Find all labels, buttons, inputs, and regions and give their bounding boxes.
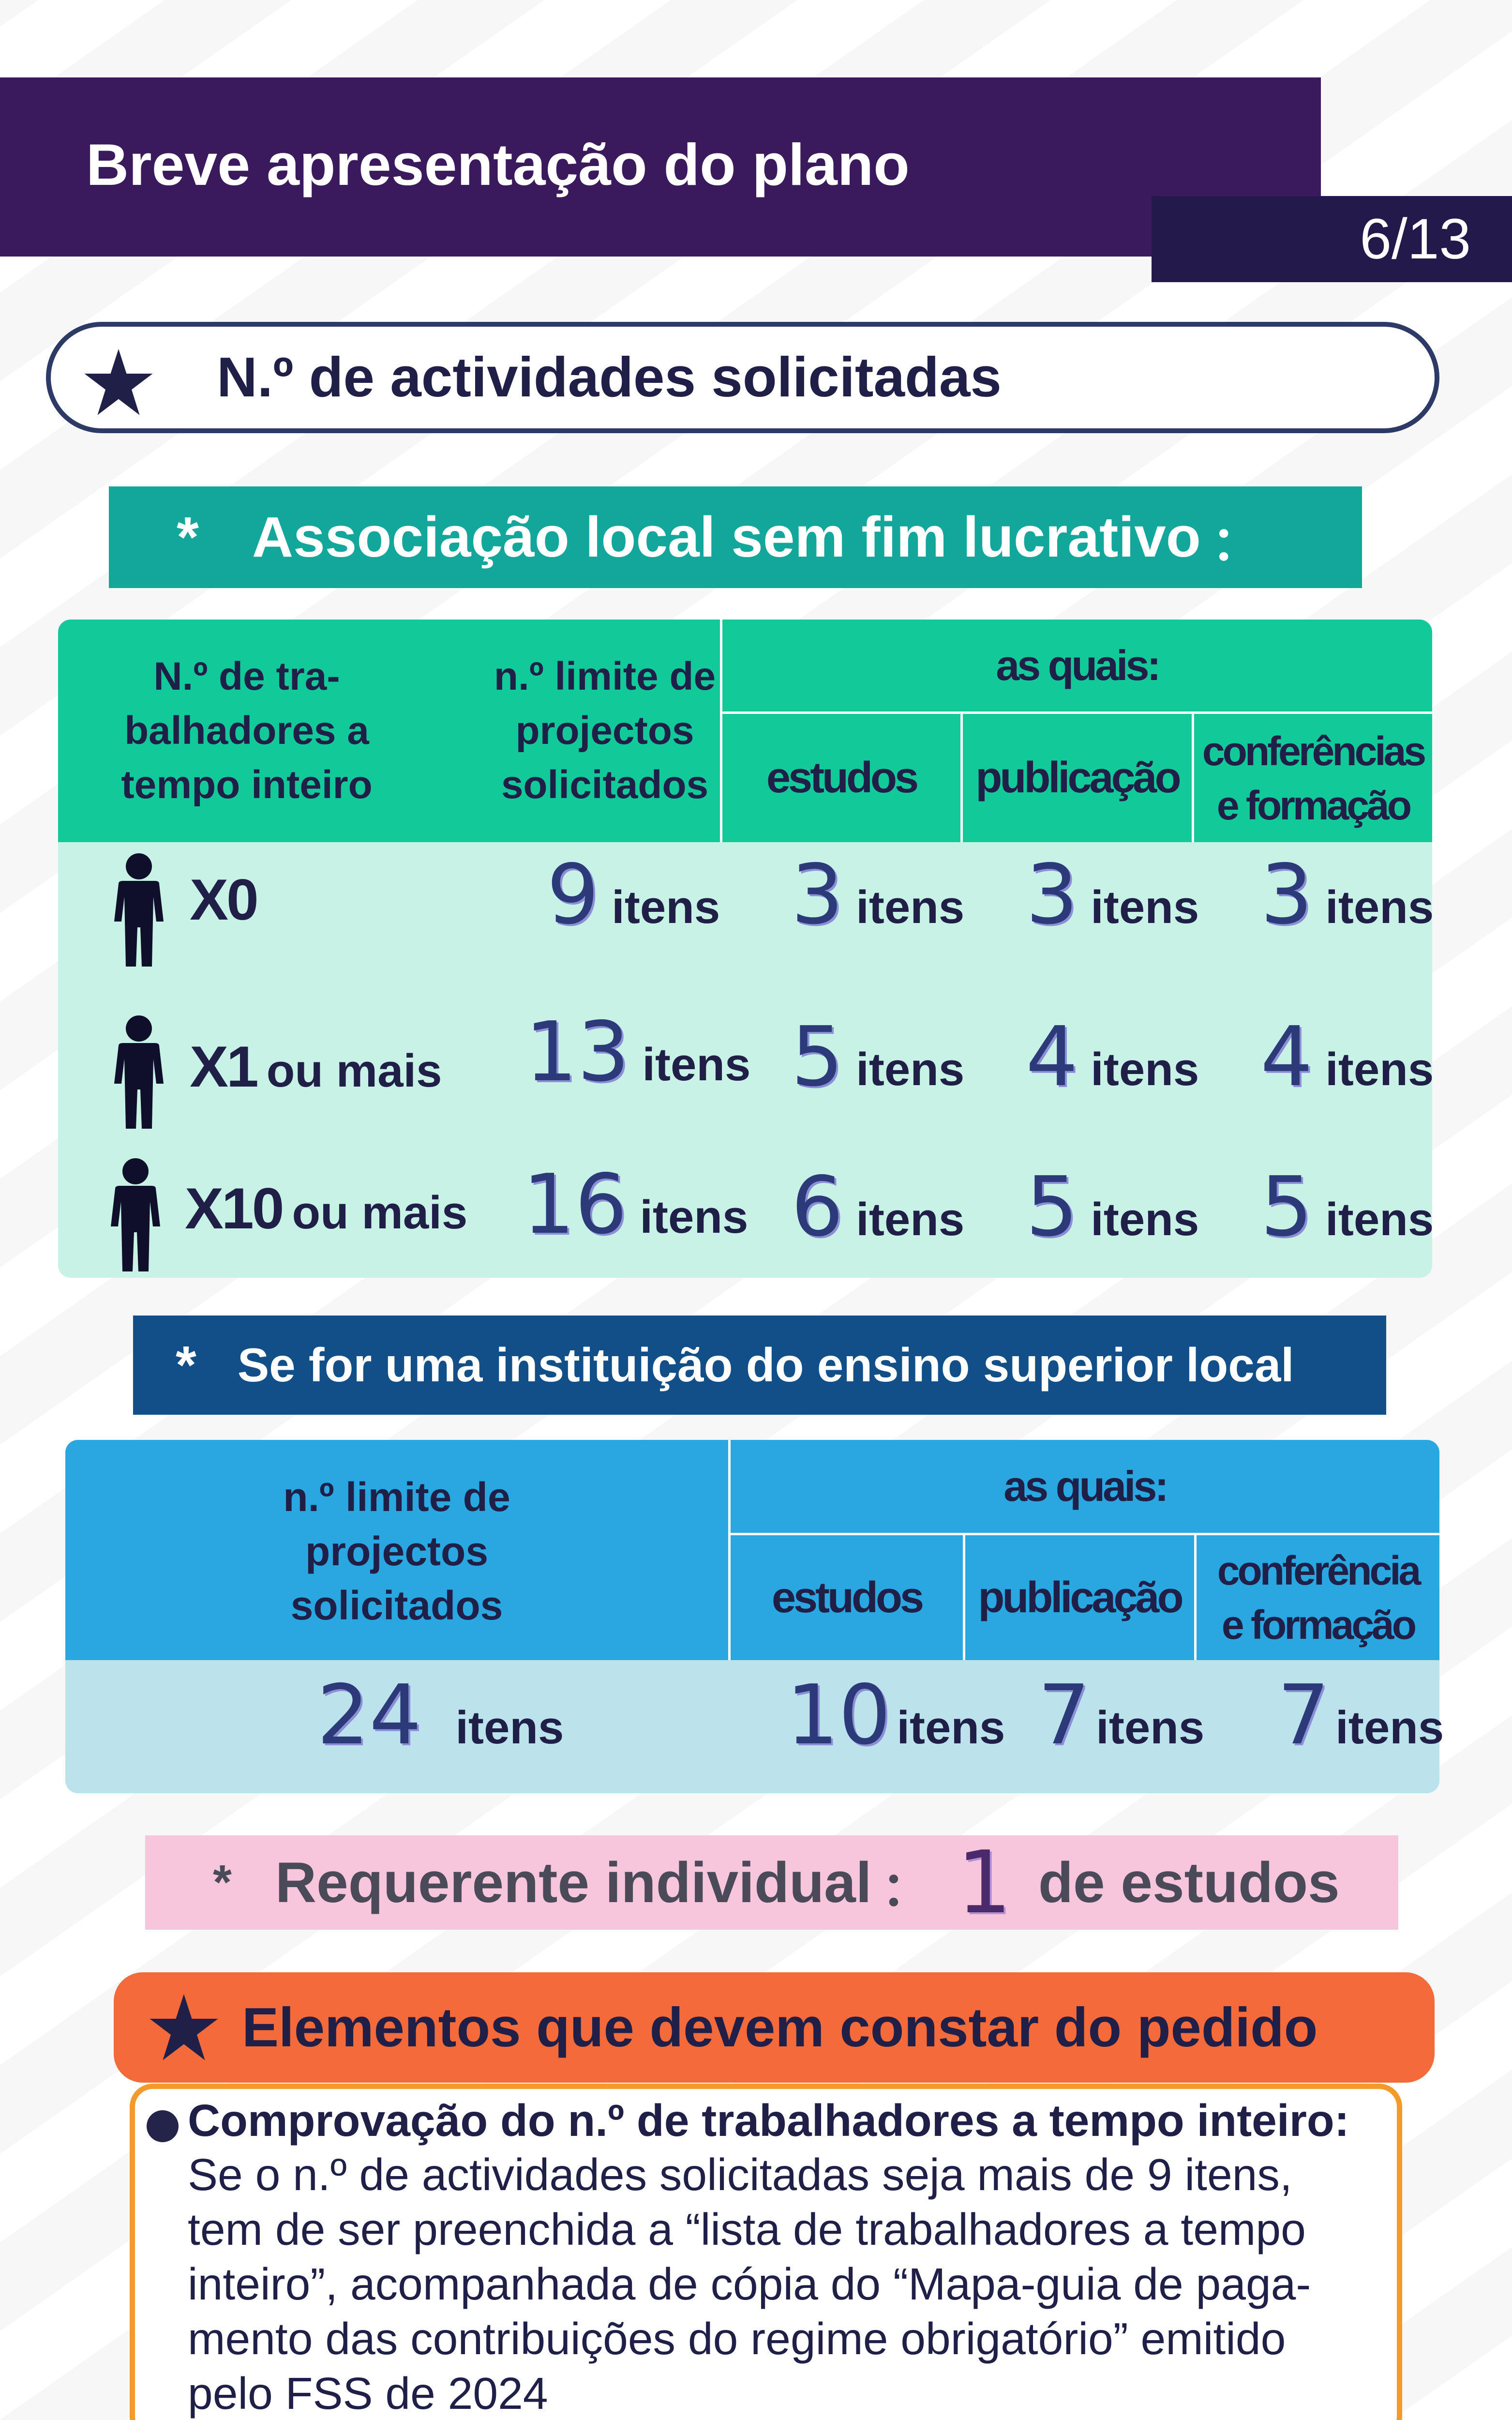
estudos-cell: 3 itens (791, 847, 965, 943)
higher-education-table-header (65, 1440, 1439, 1660)
individual-suffix: de estudos (1038, 1850, 1340, 1915)
higher-education-table (65, 1440, 1444, 1793)
workers-count-1: X1 ou mais (190, 1034, 442, 1099)
conferencia-header: conferência e formação (1217, 1548, 1419, 1648)
association-colon: ： (1210, 511, 1268, 575)
association-table (58, 620, 1432, 1278)
requirement-heading: Comprovação do n.º de trabalhadores a tempo inteiro: (188, 2095, 1349, 2146)
workers-header: N.º de tra- balhadores a tempo inteiro (121, 654, 373, 807)
workers-count-2: X10 ou mais (185, 1176, 468, 1241)
conferencias-header: conferências e formação (1202, 728, 1424, 828)
requirement-text-line: inteiro”, acompanhada de cópia do “Mapa-guia de paga- (188, 2259, 1311, 2309)
page-title: Breve apresentação do plano (86, 132, 910, 197)
conferencia-cell: 7 itens (1277, 1667, 1444, 1763)
limit-header: n.º limite de projectos solicitados (494, 654, 716, 807)
requirement-text-line: pelo FSS de 2024 (188, 2368, 548, 2419)
publicacao-cell: 7 itens (1038, 1667, 1205, 1763)
conferencias-cell: 3 itens (1260, 847, 1434, 943)
person-icon (103, 1014, 175, 1130)
asterisk-icon: * (177, 505, 199, 569)
section-title: N.º de actividades solicitadas (217, 346, 1002, 408)
individual-label: Requerente individual (275, 1850, 872, 1915)
publicacao-cell: 5 itens (1026, 1159, 1199, 1255)
required-elements-header-bar (114, 1972, 1435, 2083)
publicacao-header: publicação (978, 1573, 1182, 1622)
star-icon (148, 1991, 220, 2064)
estudos-header: estudos (771, 1573, 922, 1622)
person-icon (103, 852, 175, 968)
limit-header: n.º limite de projectos solicitados (283, 1474, 510, 1628)
publicacao-cell: 3 itens (1026, 847, 1199, 943)
limit-cell: 9 itens (547, 847, 720, 943)
workers-count-0: X0 (190, 867, 257, 932)
limit-cell: 16 itens (523, 1157, 749, 1253)
bullet-icon (147, 2110, 179, 2142)
publicacao-header: publicação (975, 754, 1179, 802)
as-quais-header: as quais: (1003, 1462, 1167, 1510)
person-icon (99, 1157, 172, 1273)
page-indicator: 6/13 (1152, 196, 1512, 282)
requirement-text-line: Se o n.º de actividades solicitadas seja mais de 9 itens, (188, 2149, 1292, 2200)
star-icon (82, 346, 155, 419)
higher-education-table-body (65, 1660, 1439, 1793)
estudos-cell: 5 itens (791, 1009, 965, 1105)
publicacao-cell: 4 itens (1026, 1009, 1199, 1105)
required-elements-title: Elementos que devem constar do pedido (242, 1996, 1318, 2058)
limit-cell: 24 itens (317, 1667, 564, 1763)
conferencias-cell: 5 itens (1260, 1159, 1434, 1255)
higher-education-header-bar (133, 1316, 1386, 1415)
association-header-bar (109, 486, 1362, 588)
estudos-header: estudos (766, 754, 917, 802)
limit-cell: 13 itens (525, 1004, 751, 1100)
as-quais-header: as quais: (996, 641, 1159, 689)
requirement-text-line: tem de ser preenchida a “lista de trabalhadores a tempo (188, 2204, 1306, 2254)
higher-education-title: Se for uma instituição do ensino superior local (237, 1338, 1294, 1392)
estudos-cell: 6 itens (791, 1159, 965, 1255)
conferencias-cell: 4 itens (1260, 1009, 1434, 1105)
individual-colon: ： (880, 1856, 938, 1920)
association-title: Associação local sem fim lucrativo (252, 505, 1201, 569)
association-table-header (58, 620, 1432, 842)
asterisk-icon: * (176, 1335, 196, 1395)
requirement-text-line: mento das contribuições do regime obrigatório” emitido (188, 2314, 1286, 2364)
asterisk-icon: * (213, 1855, 232, 1909)
estudos-cell: 10 itens (786, 1667, 1005, 1763)
individual-applicant-bar (145, 1832, 1398, 1933)
individual-count: 1 (957, 1832, 1012, 1933)
